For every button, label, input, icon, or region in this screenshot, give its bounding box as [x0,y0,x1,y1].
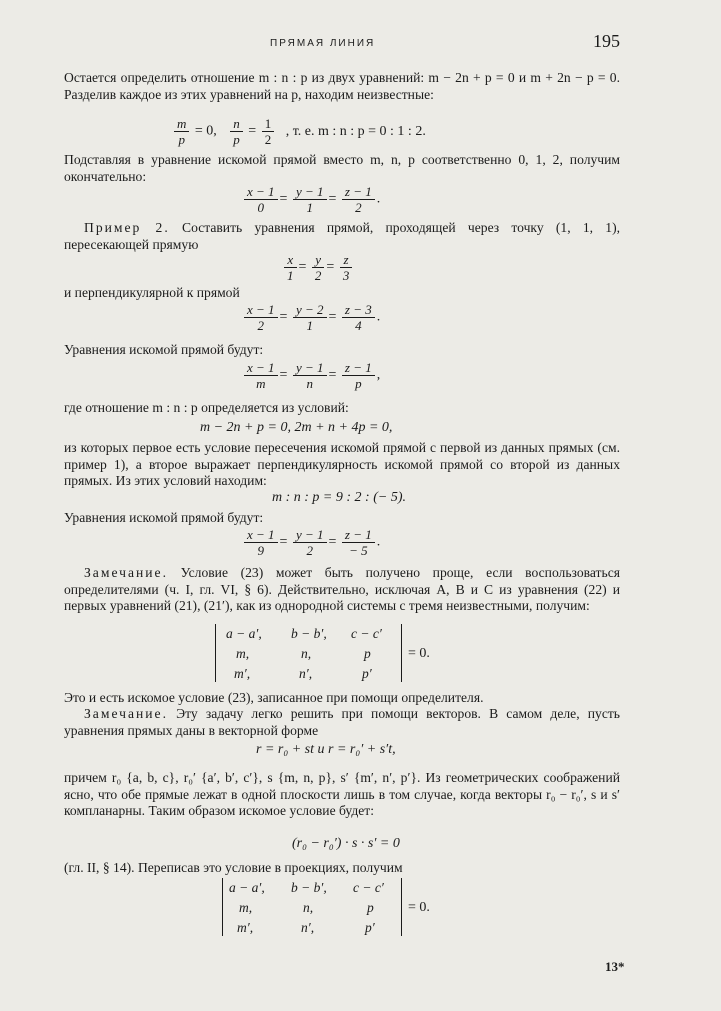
determinant-1-equals: = 0. [408,646,430,661]
paragraph-1: Остается определить отношение m : n : p из двух уравнений: m − 2n + p = 0 и m + 2n − p = 0. Разделив каждое из этих уравнений на p, находим неизвестные: [64,70,620,102]
remark-2: Замечание. Эту задачу легко решить при помощи векторов. В самом деле, пусть уравнения прямых даны в векторной форме [64,706,620,738]
example-2: Пример 2. Составить уравнения прямой, проходящей через точку (1, 1, 1), пересекающей прямую [64,220,620,252]
page-number: 195 [593,31,620,51]
equation-2: $\frac{x - 1}{0}$ = $\frac{y - 1}{1}$ = $\frac{z - 1}{2}$ . [242,184,380,215]
paragraph-9: причем r₀ {a, b, c}, r₀′ {a′, b′, c′}, s {m, n, p}, s′ {m′, n′, p′}. Из геометрических соображений ясно, что обе прямые лежат в одной плоскости лишь в том случае, когда векторы r₀ − r₀′, s и s′ компланарны. Таким образом искомое условие будет: [64,770,620,818]
running-title: ПРЯМАЯ ЛИНИЯ [270,38,376,49]
determinant-2: a − a′, b − b′, c − c′ m, n, p m′, n′, p′ [222,878,402,936]
equation-9: r = r₀ + st и r = r₀′ + s′t, [256,742,396,757]
equation-7: m : n : p = 9 : 2 : (− 5). [272,490,406,505]
paragraph-10: (гл. II, § 14). Переписав это условие в проекциях, получим [64,860,403,875]
equation-8: $\frac{x - 1}{9}$ = $\frac{y - 1}{2}$ = $\frac{z - 1}{- 5}$ . [242,527,380,558]
determinant-1: a − a′, b − b′, c − c′ m, n, p m′, n′, p′ [215,624,402,682]
paragraph-8: Это и есть искомое условие (23), записанное при помощи определителя. [64,690,484,705]
equation-1: $\frac{m}{p}$ = 0, $\frac{n}{p}$ = $\frac{1}{2}$ , т. е. m : n : p = 0 : 1 : 2. [172,116,426,147]
paragraph-3: и перпендикулярной к прямой [64,285,240,300]
remark-1: Замечание. Условие (23) может быть получено проще, если воспользоваться определителями (ч. I, гл. VI, § 6). Действительно, исключая A, B и C из уравнения (22) и первых уравнений (21), (21′), как из однородной системы с тремя неизвестными, получим: [64,565,620,613]
paragraph-4: Уравнения искомой прямой будут: [64,342,264,357]
paragraph-6: из которых первое есть условие пересечения искомой прямой с первой из данных прямых (см. пример 1), а второе выражает перпендикулярность искомой прямой со второй из данных прямых. Из этих условий находим: [64,440,620,488]
equation-6: m − 2n + p = 0, 2m + n + 4p = 0, [200,420,393,435]
paragraph-5: где отношение m : n : p определяется из условий: [64,400,349,415]
equation-4: $\frac{x - 1}{2}$ = $\frac{y - 2}{1}$ = $\frac{z - 3}{4}$ . [242,302,380,333]
paragraph-7: Уравнения искомой прямой будут: [64,510,264,525]
equation-5: $\frac{x - 1}{m}$ = $\frac{y - 1}{n}$ = $\frac{z - 1}{p}$ , [242,360,380,391]
equation-10: (r₀ − r₀′) · s · s′ = 0 [292,836,400,851]
signature-mark: 13* [605,959,625,974]
paragraph-2: Подставляя в уравнение искомой прямой вместо m, n, p соответственно 0, 1, 2, получим окончательно: [64,152,620,184]
equation-3: $\frac{x}{1}$ = $\frac{y}{2}$ = $\frac{z}{3}$ [282,252,354,283]
determinant-2-equals: = 0. [408,900,430,915]
